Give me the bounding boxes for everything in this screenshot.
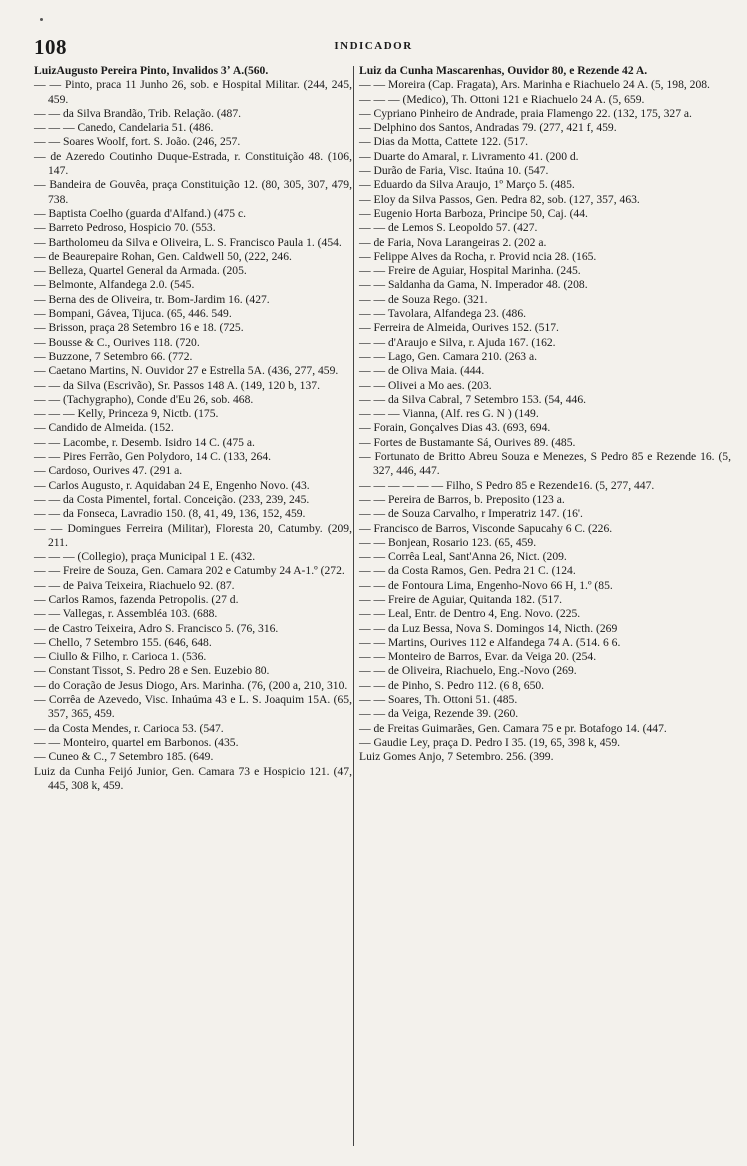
directory-entry: — — d'Araujo e Silva, r. Ajuda 167. (162.: [359, 335, 556, 349]
directory-entry: — Caetano Martins, N. Ouvidor 27 e Estrella 5A. (436, 277, 459.: [34, 364, 339, 378]
directory-entry: — — da Veiga, Rezende 39. (260.: [359, 707, 519, 721]
directory-entry: — — Freire de Souza, Gen. Camara 202 e Catumby 24 A-1.º (272.: [34, 564, 345, 578]
directory-entry: — — de Pinho, S. Pedro 112. (6 8, 650.: [359, 678, 545, 692]
directory-entry: — — de Souza Rego. (321.: [359, 292, 488, 306]
directory-entry: — — de Souza Carvalho, r Imperatriz 147. (16'.: [359, 507, 583, 521]
directory-entry: — — Leal, Entr. de Dentro 4, Eng. Novo. (225.: [359, 607, 581, 621]
directory-entry: — — Moreira (Cap. Fragata), Ars. Marinha e Riachuelo 24 A. (5, 198, 208.: [359, 78, 710, 92]
directory-entry: — — Pinto, praca 11 Junho 26, sob. e Hospital Militar. (244, 245, 459.: [34, 78, 352, 106]
directory-entry: Luiz da Cunha Feijó Junior, Gen. Camara 73 e Hospicio 121. (47, 445, 308 k, 459.: [34, 764, 352, 792]
directory-entry: — — Monteiro de Barros, Evar. da Veiga 20. (254.: [359, 650, 597, 664]
directory-entry: — — de Oliva Maia. (444.: [359, 364, 485, 378]
directory-entry: — — Saldanha da Gama, N. Imperador 48. (208.: [359, 278, 588, 292]
directory-entry: Luiz Gomes Anjo, 7 Setembro. 256. (399.: [359, 750, 554, 764]
print-speck: [40, 18, 43, 21]
directory-entry: — Durão de Faria, Visc. Itaúna 10. (547.: [359, 164, 549, 178]
directory-entry: — Forain, Gonçalves Dias 43. (693, 694.: [359, 421, 551, 435]
directory-entry: — — Lago, Gen. Camara 210. (263 a.: [359, 349, 538, 363]
directory-entry: — Duarte do Amaral, r. Livramento 41. (200 d.: [359, 149, 579, 163]
directory-entry: — Fortes de Bustamante Sá, Ourives 89. (485.: [359, 435, 576, 449]
left-column: [34, 64, 352, 793]
directory-entry: — — — (Collegio), praça Municipal 1 E. (432.: [34, 550, 256, 564]
directory-entry: — — Soares Woolf, fort. S. João. (246, 257.: [34, 135, 241, 149]
directory-entry: — Bartholomeu da Silva e Oliveira, L. S. Francisco Paula 1. (454.: [34, 235, 342, 249]
directory-entry: — Eugenio Horta Barboza, Principe 50, Caj. (44.: [359, 206, 588, 220]
directory-entry: — — Freire de Aguiar, Hospital Marinha. (245.: [359, 264, 581, 278]
directory-entry: — — Pereira de Barros, b. Preposito (123 a.: [359, 492, 565, 506]
directory-entry: — Brisson, praça 28 Setembro 16 e 18. (725.: [34, 321, 244, 335]
directory-entry: — — Soares, Th. Ottoni 51. (485.: [359, 693, 518, 707]
page-number: 108: [34, 35, 67, 59]
directory-entry: — Gaudie Ley, praça D. Pedro I 35. (19, 65, 398 k, 459.: [359, 735, 621, 749]
directory-entry: — — da Silva Cabral, 7 Setembro 153. (54, 446.: [359, 392, 587, 406]
directory-entry: — — da Silva (Escrivão), Sr. Passos 148 A. (149, 120 b, 137.: [34, 378, 320, 392]
directory-entry: — Cardoso, Ourives 47. (291 a.: [34, 464, 183, 478]
directory-entry: — — — Vianna, (Alf. res G. N ) (149.: [359, 407, 539, 421]
directory-entry: — — da Costa Ramos, Gen. Pedra 21 C. (124.: [359, 564, 576, 578]
directory-entry: — de Castro Teixeira, Adro S. Francisco 5. (76, 316.: [34, 621, 279, 635]
running-head: INDICADOR: [334, 40, 413, 52]
directory-entry: — — Domingues Ferreira (Militar), Floresta 20, Catumby. (209, 211.: [34, 521, 352, 549]
column-divider: [353, 66, 354, 1146]
directory-entry: — Bousse & C., Ourives 118. (720.: [34, 335, 200, 349]
directory-entry: — — de Paiva Teixeira, Riachuelo 92. (87.: [34, 578, 235, 592]
directory-entry: — Eduardo da Silva Araujo, 1º Março 5. (485.: [359, 178, 575, 192]
directory-entry: — de Freitas Guimarães, Gen. Camara 75 e pr. Botafogo 14. (447.: [359, 721, 667, 735]
directory-columns: [34, 64, 734, 1154]
directory-entry: — — Monteiro, quartel em Barbonos. (435.: [34, 735, 239, 749]
directory-entry: — — de Oliveira, Riachuelo, Eng.-Novo (269.: [359, 664, 577, 678]
directory-entry: LuizAugusto Pereira Pinto, Invalidos 3ʼ A.(560.: [34, 64, 269, 77]
directory-entry: — — da Silva Brandão, Trib. Relação. (487.: [34, 106, 242, 120]
directory-entry: — — Freire de Aguiar, Quitanda 182. (517.: [359, 592, 563, 606]
directory-entry: — Belmonte, Alfandega 2.0. (545.: [34, 278, 195, 292]
directory-entry: — — Tavolara, Alfandega 23. (486.: [359, 307, 527, 321]
directory-entry: — — de Fontoura Lima, Engenho-Novo 66 H, 1.º (85.: [359, 578, 613, 592]
directory-entry: — Corrêa de Azevedo, Visc. Inhaúma 43 e L. S. Joaquim 15A. (65, 357, 365, 459.: [34, 693, 352, 721]
directory-entry: — Felippe Alves da Rocha, r. Provid ncia 28. (165.: [359, 249, 597, 263]
directory-entry: — Buzzone, 7 Setembro 66. (772.: [34, 349, 193, 363]
directory-entry: — Barreto Pedroso, Hospicio 70. (553.: [34, 221, 216, 235]
directory-entry: — Delphino dos Santos, Andradas 79. (277, 421 f, 459.: [359, 121, 617, 135]
directory-entry: — Baptista Coelho (guarda d'Alfand.) (475 c.: [34, 206, 247, 220]
directory-entry: — da Costa Mendes, r. Carioca 53. (547.: [34, 721, 224, 735]
directory-entry: — — da Costa Pimentel, fortal. Conceição. (233, 239, 245.: [34, 492, 310, 506]
directory-entry: — Chello, 7 Setembro 155. (646, 648.: [34, 635, 212, 649]
directory-entry: — — — Canedo, Candelaria 51. (486.: [34, 121, 214, 135]
directory-entry: — — Bonjean, Rosario 123. (65, 459.: [359, 535, 537, 549]
directory-entry: — — Vallegas, r. Assembléa 103. (688.: [34, 607, 218, 621]
directory-entry: — — Pires Ferrão, Gen Polydoro, 14 C. (133, 264.: [34, 450, 272, 464]
directory-entry: — Fortunato de Britto Abreu Souza e Menezes, S Pedro 85 e Rezende 16. (5, 327, 446, 447.: [359, 450, 734, 478]
directory-entry: — do Coração de Jesus Diogo, Ars. Marinha. (76, (200 a, 210, 310.: [34, 678, 348, 692]
directory-entry: — — da Fonseca, Lavradio 150. (8, 41, 49, 136, 152, 459.: [34, 507, 306, 521]
directory-entry: — Constant Tissot, S. Pedro 28 e Sen. Euzebio 80.: [34, 664, 270, 678]
directory-entry: — — Corrêa Leal, Sant'Anna 26, Nict. (209.: [359, 550, 567, 564]
directory-entry: — Eloy da Silva Passos, Gen. Pedra 82, sob. (127, 357, 463.: [359, 192, 640, 206]
directory-entry: — — Martins, Ourives 112 e Alfandega 74 A. (514. 6 6.: [359, 635, 621, 649]
directory-entry: — Carlos Ramos, fazenda Petropolis. (27 d.: [34, 592, 239, 606]
directory-entry: — — Lacombe, r. Desemb. Isidro 14 C. (475 a.: [34, 435, 255, 449]
directory-entry: — de Faria, Nova Larangeiras 2. (202 a.: [359, 235, 547, 249]
directory-entry: — Berna des de Oliveira, tr. Bom-Jardim 16. (427.: [34, 292, 270, 306]
directory-entry: — Ciullo & Filho, r. Carioca 1. (536.: [34, 650, 207, 664]
directory-entry: — — da Luz Bessa, Nova S. Domingos 14, Nicth. (269: [359, 621, 618, 635]
directory-entry: — Francisco de Barros, Visconde Sapucahy 6 C. (226.: [359, 521, 613, 535]
directory-entry: — Bompani, Gávea, Tijuca. (65, 446. 549.: [34, 307, 232, 321]
directory-entry: — de Azeredo Coutinho Duque-Estrada, r. Constituição 48. (106, 147.: [34, 149, 352, 178]
directory-entry: — — — (Medico), Th. Ottoni 121 e Riachuelo 24 A. (5, 659.: [359, 92, 645, 106]
directory-entry: Luiz da Cunha Mascarenhas, Ouvidor 80, e Rezende 42 A.: [359, 64, 648, 77]
directory-entry: — Candido de Almeida. (152.: [34, 421, 174, 435]
directory-entry: — Carlos Augusto, r. Aquidaban 24 E, Engenho Novo. (43.: [34, 478, 310, 492]
directory-entry: — — (Tachygrapho), Conde d'Eu 26, sob. 468.: [34, 392, 254, 406]
right-column: [359, 64, 734, 765]
directory-entry: — Belleza, Quartel General da Armada. (205.: [34, 264, 247, 278]
directory-entry: — Ferreira de Almeida, Ourives 152. (517.: [359, 321, 559, 335]
directory-entry: — — Olivei a Mo aes. (203.: [359, 378, 492, 392]
directory-entry: — de Beaurepaire Rohan, Gen. Caldwell 50, (222, 246.: [34, 249, 292, 263]
directory-entry: — — de Lemos S. Leopoldo 57. (427.: [359, 221, 538, 235]
directory-entry: — Bandeira de Gouvêa, praça Constituição 12. (80, 305, 307, 479, 738.: [34, 178, 352, 206]
directory-entry: — — — — — — Filho, S Pedro 85 e Rezende16. (5, 277, 447.: [359, 478, 655, 492]
directory-entry: — Cuneo & C., 7 Setembro 185. (649.: [34, 750, 214, 764]
directory-entry: — Dias da Motta, Cattete 122. (517.: [359, 135, 529, 149]
directory-entry: — — — Kelly, Princeza 9, Nictb. (175.: [34, 407, 219, 421]
directory-entry: — Cypriano Pinheiro de Andrade, praia Flamengo 22. (132, 175, 327 a.: [359, 106, 692, 120]
